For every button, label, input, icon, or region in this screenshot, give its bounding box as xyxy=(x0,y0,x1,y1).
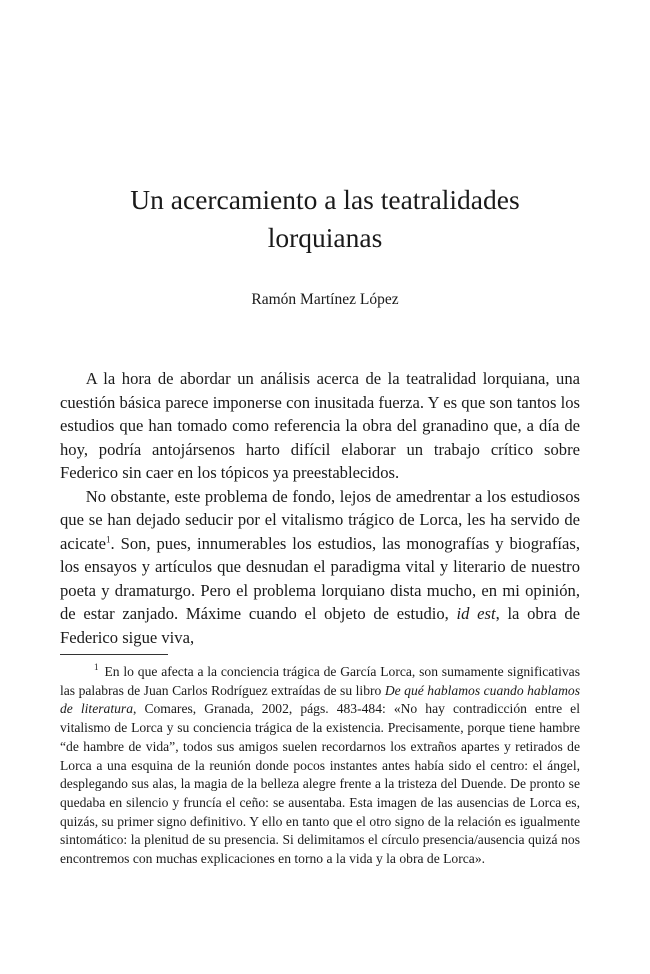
chapter-title-line-1: Un acercamiento a las teatralidades xyxy=(130,184,520,215)
footnote-divider xyxy=(60,654,168,655)
footnote xyxy=(60,663,580,869)
chapter-title xyxy=(60,181,590,257)
paragraph-2 xyxy=(60,485,580,650)
footnote-reference[interactable]: 1 xyxy=(106,533,111,544)
paragraph-2-text-a: No obstante, este problema de fondo, lejos de amedrentar a los estudiosos que se han dejado seducir por el vitalismo trágico de Lorca, les ha servido de acicate xyxy=(60,486,580,553)
chapter-title-line-2: lorquianas xyxy=(267,222,383,253)
paragraph-2-text-c: , la obra de Federico sigue viva, xyxy=(60,604,580,647)
paragraph-2-italic: id est xyxy=(456,604,496,623)
body-text xyxy=(60,367,580,649)
footnote-text-a: En lo que afecta a la conciencia trágica de García Lorca, son sumamente significativas las palabras de Juan Carlos Rodríguez extraídas de su libro xyxy=(60,664,580,698)
footnote-text-b: , Comares, Granada, 2002, págs. 483-484: «No hay contradicción entre el vitalismo de Lorca y su conciencia trágica de la existencia. Precisamente, porque tiene hambre “de hambre de vida”, todos sus amigos suelen recordarnos los extraños apartes y retirados de Lorca a una esquina de la reunión donde pocos instantes antes había sido el centro: el ángel, desplegando sus alas, la magia de la belleza alegre frente a la tristeza del Duende. De pronto se quedaba en silencio y fruncía el ceño: se ausentaba. Esta imagen de las ausencias de Lorca es, quizás, su primer signo definitivo. Y ello en tanto que el otro signo de la relación es igualmente sintomático: la plenitud de su presencia. Si delimitamos el círculo presencia/ausencia quizá nos encontremos con muchas explicaciones en torno a la vida y la obra de Lorca». xyxy=(60,701,580,867)
footnote-book-title: De qué hablamos cuando hablamos de literatura xyxy=(60,682,581,717)
paragraph-2-text-b: . Son, pues, innumerables los estudios, las monografías y biografías, los ensayos y artículos que desnudan el paradigma vital y literario de nuestro poeta y dramaturgo. Pero el problema lorquiano dista mucho, en mi opinión, de estar zanjado. Máxime cuando el objeto de estudio, xyxy=(60,533,580,623)
author-name: Ramón Martínez López xyxy=(251,291,399,308)
paragraph-1: A la hora de abordar un análisis acerca de la teatralidad lorquiana, una cuestión básica parece imponerse con inusitada fuerza. Y es que son tantos los estudios que han tomado como referencia la obra del granadino que, a día de hoy, podría antojársenos harto difícil elaborar un trabajo crítico sobre Federico sin caer en los tópicos ya preestablecidos. xyxy=(60,369,580,482)
footnote-mark: 1 xyxy=(94,662,99,673)
